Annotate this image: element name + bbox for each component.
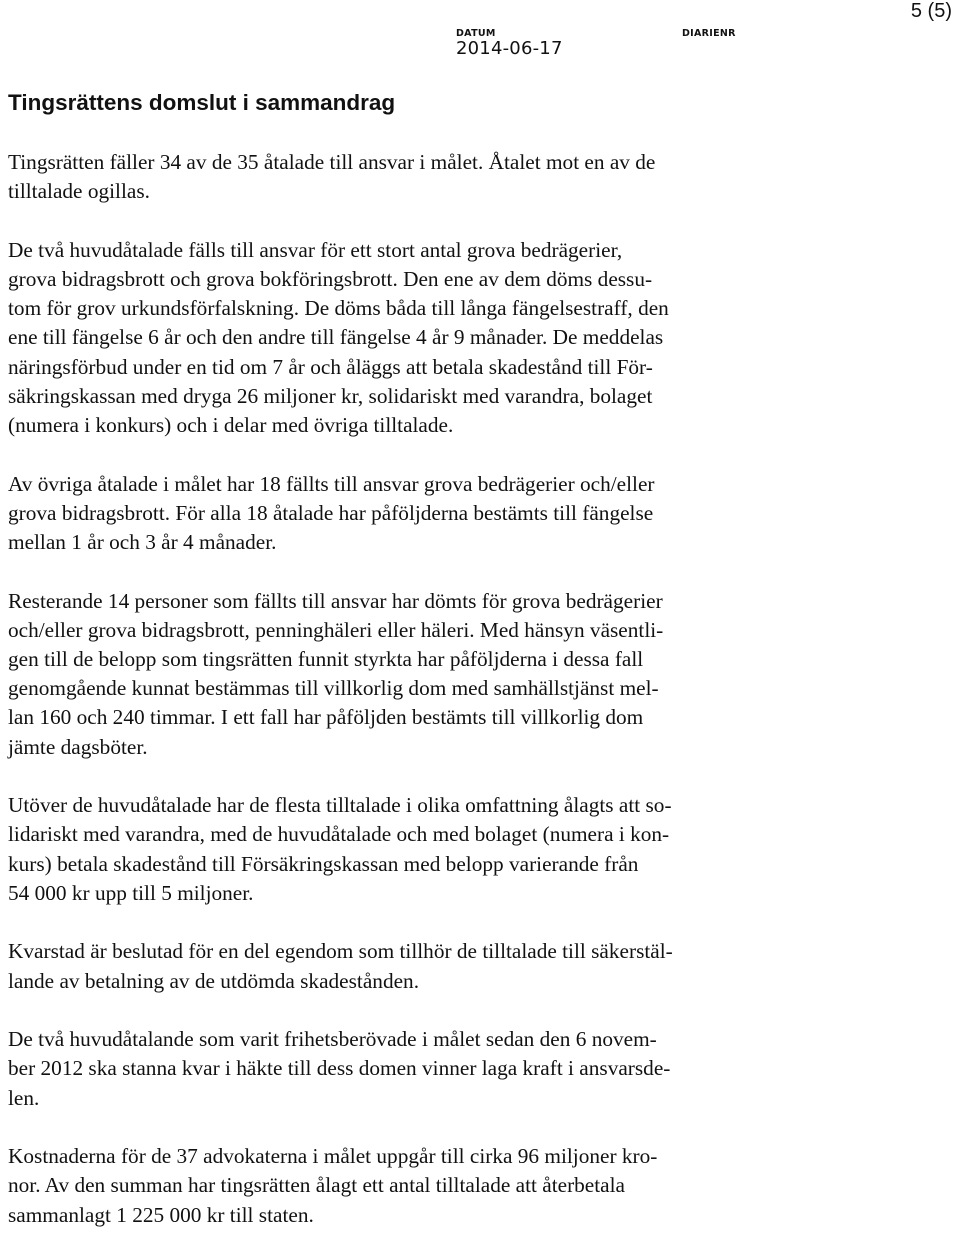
text-line: sammanlagt 1 225 000 kr till staten. xyxy=(8,1202,314,1227)
text-line: Kostnaderna för de 37 advokaterna i målet uppgår till cirka 96 miljoner kro- xyxy=(8,1144,658,1169)
text-line: 54 000 kr upp till 5 miljoner. xyxy=(8,880,254,905)
paragraph-8 xyxy=(8,1142,798,1230)
text-line: Kvarstad är beslutad för en del egendom som tillhör de tilltalade till säkerstäl- xyxy=(8,939,673,964)
text-line: ene till fängelse 6 år och den andre till fängelse 4 år 9 månader. De meddelas xyxy=(8,325,664,350)
paragraph-1 xyxy=(8,148,798,206)
page-title: Tingsrättens domslut i sammandrag xyxy=(8,90,396,115)
text-line: (numera i konkurs) och i delar med övriga tilltalade. xyxy=(8,413,454,438)
text-line: Av övriga åtalade i målet har 18 fällts till ansvar grova bedrägerier och/eller xyxy=(8,471,655,496)
text-line: jämte dagsböter. xyxy=(8,734,148,759)
text-line: lan 160 och 240 timmar. I ett fall har påföljden bestämts till villkorlig dom xyxy=(8,705,644,730)
text-line: Resterande 14 personer som fällts till ansvar har dömts för grova bedrägerier xyxy=(8,588,663,613)
datum-label: DATUM xyxy=(456,28,496,39)
text-line: ber 2012 ska stanna kvar i häkte till dess domen vinner laga kraft i ansvarsde- xyxy=(8,1056,671,1081)
text-line: lande av betalning av de utdömda skadestånden. xyxy=(8,968,420,993)
text-line: och/eller grova bidragsbrott, penninghäleri eller häleri. Med hänsyn väsentli- xyxy=(8,617,664,642)
paragraph-7 xyxy=(8,1025,798,1113)
text-line: grova bidragsbrott och grova bokföringsbrott. Den ene av dem döms dessu- xyxy=(8,267,653,291)
text-line: näringsförbud under en tid om 7 år och åläggs att betala skadestånd till För- xyxy=(8,354,653,379)
diarienr-label: DIARIENR xyxy=(682,28,736,39)
paragraph-6 xyxy=(8,937,798,995)
text-line: mellan 1 år och 3 år 4 månader. xyxy=(8,530,277,555)
text-line: gen till de belopp som tingsrätten funnit styrkta har påföljderna i dessa fall xyxy=(8,647,644,672)
text-line: tilltalade ogillas. xyxy=(8,179,150,204)
text-line: grova bidragsbrott. För alla 18 åtalade har påföljderna bestämts till fängelse xyxy=(8,500,654,525)
paragraph-5 xyxy=(8,791,798,908)
text-line: len. xyxy=(8,1085,40,1110)
text-line: De två huvudåtalande som varit frihetsberövade i målet sedan den 6 novem- xyxy=(8,1027,657,1052)
text-line: nor. Av den summan har tingsrätten ålagt ett antal tilltalade att återbetala xyxy=(8,1173,625,1198)
paragraph-2 xyxy=(8,236,798,440)
text-line: De två huvudåtalade fälls till ansvar för ett stort antal grova bedrägerier, xyxy=(8,237,623,262)
text-line: tom för grov urkundsförfalskning. De döms båda till långa fängelsestraff, den xyxy=(8,296,669,321)
document-body xyxy=(8,148,798,1259)
paragraph-3 xyxy=(8,470,798,558)
page-number: 5 (5) xyxy=(910,0,952,22)
text-line: kurs) betala skadestånd till Försäkringskassan med belopp varierande från xyxy=(8,851,639,876)
text-line: genomgående kunnat bestämmas till villkorlig dom med samhällstjänst mel- xyxy=(8,676,659,701)
paragraph-4 xyxy=(8,587,798,762)
text-line: Utöver de huvudåtalade har de flesta tilltalade i olika omfattning ålagts att so- xyxy=(8,793,672,818)
text-line: säkringskassan med dryga 26 miljoner kr, solidariskt med varandra, bolaget xyxy=(8,383,653,408)
document-date: 2014-06-17 xyxy=(456,38,563,59)
text-line: Tingsrätten fäller 34 av de 35 åtalade till ansvar i målet. Åtalet mot en av de xyxy=(8,150,656,174)
text-line: lidariskt med varandra, med de huvudåtalade och med bolaget (numera i kon- xyxy=(8,822,670,847)
